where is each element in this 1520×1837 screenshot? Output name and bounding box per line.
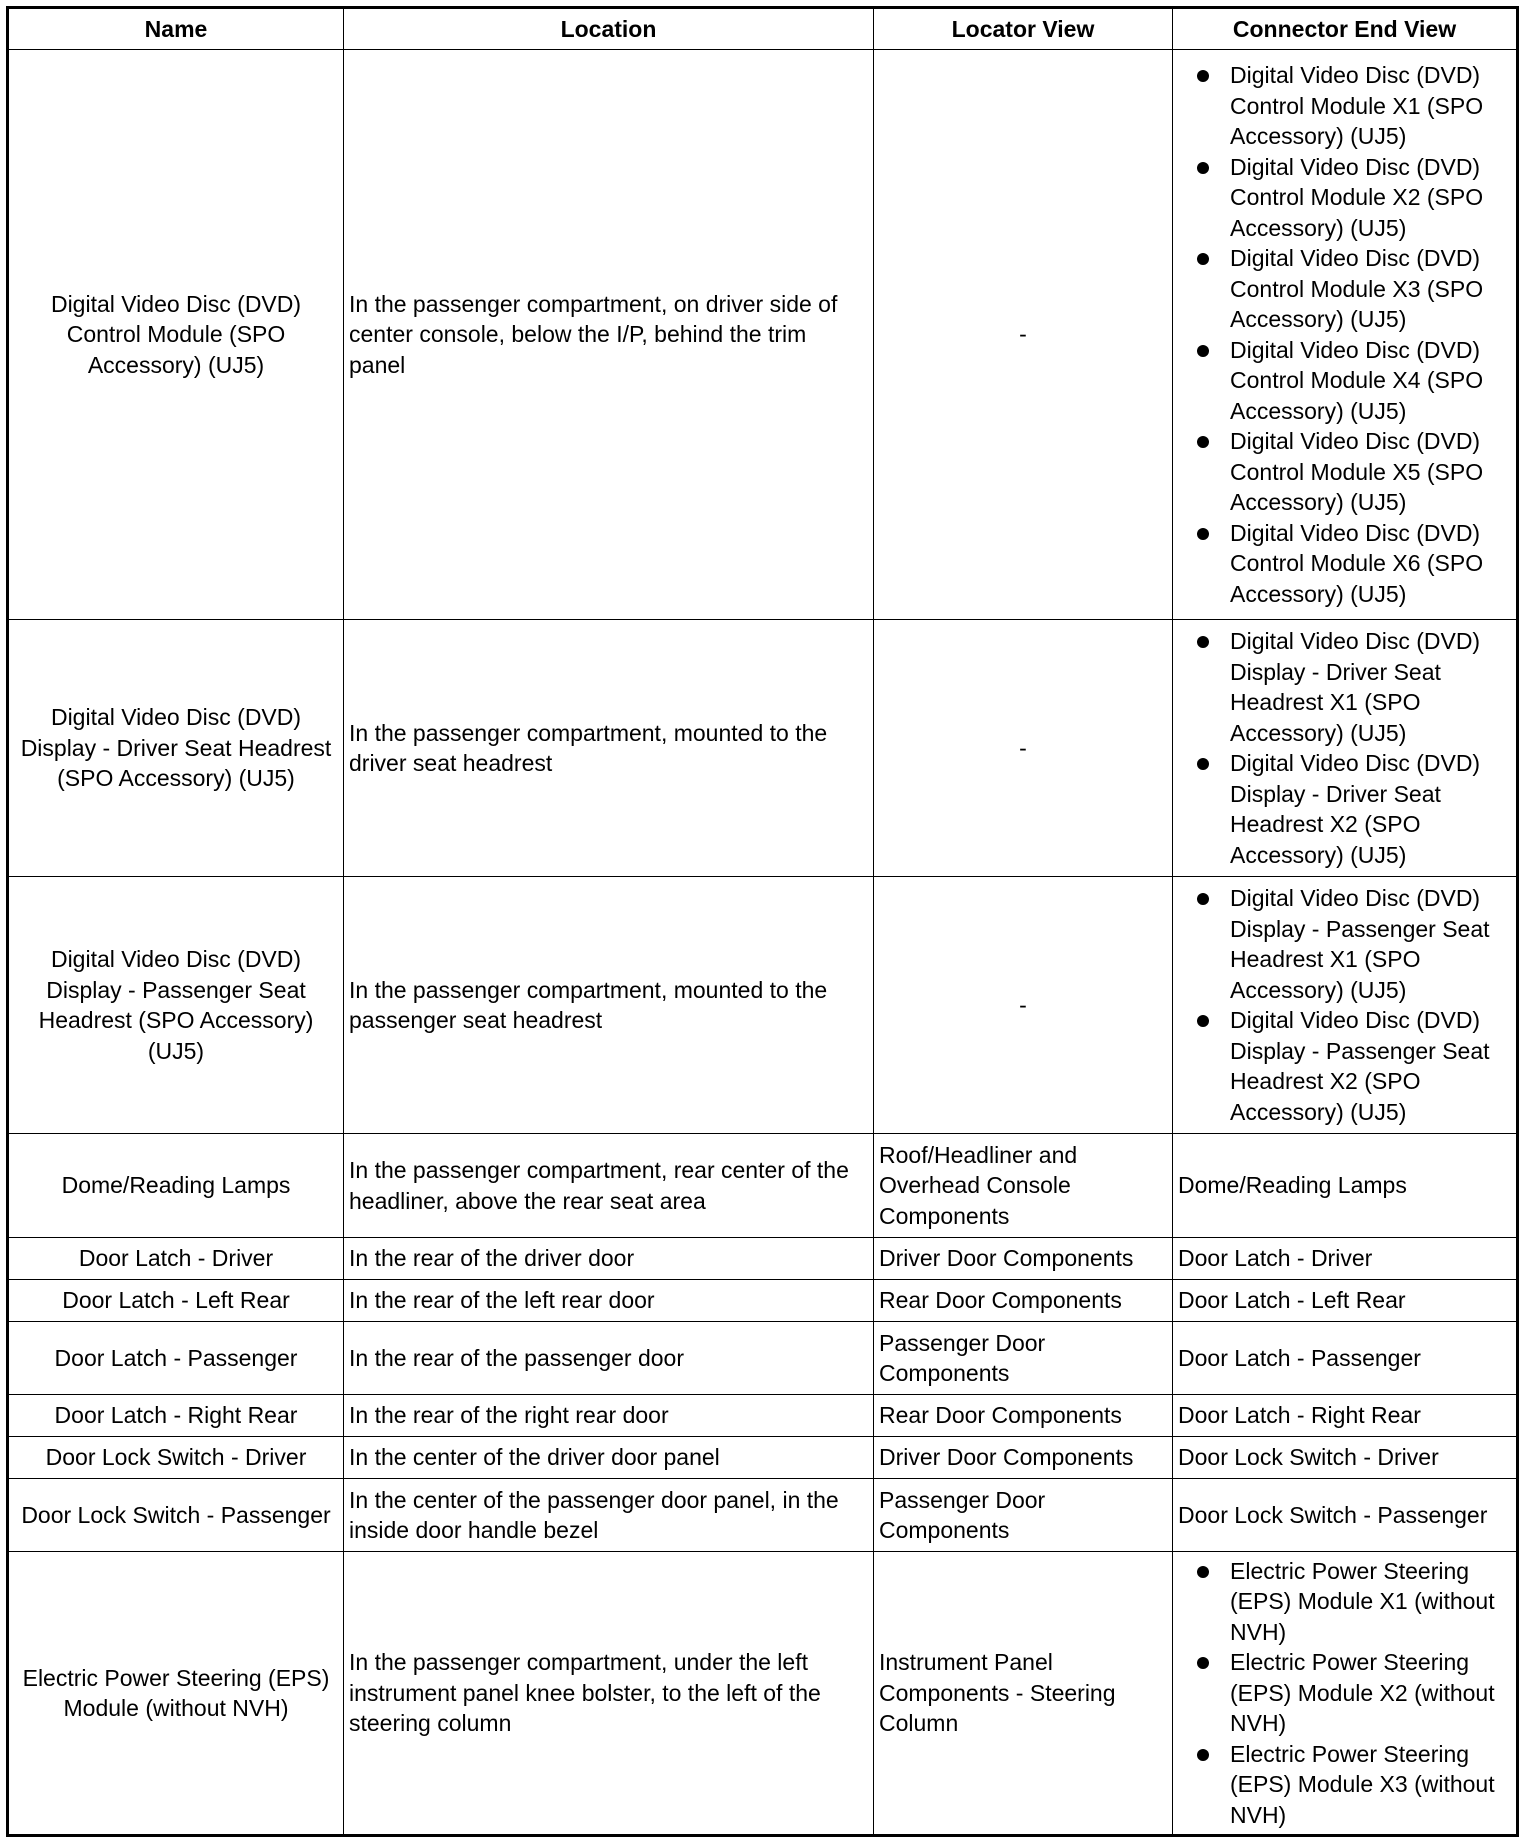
connector-list-item: Digital Video Disc (DVD) Control Module X5 (SPO Accessory) (UJ5) [1230, 426, 1511, 518]
table-row [8, 1395, 1518, 1437]
locator-view-cell: Passenger Door Components [874, 1322, 1173, 1395]
connector-list [1178, 626, 1511, 870]
locator-view-cell: Driver Door Components [874, 1437, 1173, 1479]
connector-list-item: Digital Video Disc (DVD) Display - Passenger Seat Headrest X1 (SPO Accessory) (UJ5) [1230, 883, 1511, 1005]
connector-list-item: Electric Power Steering (EPS) Module X3 (without NVH) [1230, 1739, 1511, 1831]
table-row [8, 620, 1518, 877]
location-cell: In the center of the driver door panel [344, 1437, 874, 1479]
connector-end-view-cell: Door Latch - Passenger [1173, 1322, 1518, 1395]
table-row [8, 1134, 1518, 1238]
name-cell: Digital Video Disc (DVD) Display - Passenger Seat Headrest (SPO Accessory) (UJ5) [8, 877, 344, 1134]
connector-list-item: Digital Video Disc (DVD) Control Module X4 (SPO Accessory) (UJ5) [1230, 335, 1511, 427]
locator-view-cell: - [874, 50, 1173, 620]
connector-end-view-cell [1173, 50, 1518, 620]
location-cell: In the passenger compartment, on driver side of center console, below the I/P, behind the trim panel [344, 50, 874, 620]
connector-end-view-cell: Door Latch - Right Rear [1173, 1395, 1518, 1437]
locator-view-cell: Instrument Panel Components - Steering Column [874, 1552, 1173, 1836]
connector-list-item: Electric Power Steering (EPS) Module X2 (without NVH) [1230, 1647, 1511, 1739]
name-cell: Door Latch - Passenger [8, 1322, 344, 1395]
name-cell: Door Latch - Driver [8, 1238, 344, 1280]
connector-list [1178, 1556, 1511, 1831]
connector-end-view-cell [1173, 1552, 1518, 1836]
name-cell: Door Lock Switch - Driver [8, 1437, 344, 1479]
table-row [8, 1479, 1518, 1552]
connector-list-item: Digital Video Disc (DVD) Control Module X3 (SPO Accessory) (UJ5) [1230, 243, 1511, 335]
column-header: Location [344, 8, 874, 50]
column-header: Connector End View [1173, 8, 1518, 50]
column-header: Locator View [874, 8, 1173, 50]
name-cell: Door Lock Switch - Passenger [8, 1479, 344, 1552]
table-row [8, 1322, 1518, 1395]
location-cell: In the center of the passenger door panel, in the inside door handle bezel [344, 1479, 874, 1552]
connector-list-item: Digital Video Disc (DVD) Control Module X6 (SPO Accessory) (UJ5) [1230, 518, 1511, 610]
name-cell: Door Latch - Left Rear [8, 1280, 344, 1322]
table-row [8, 1280, 1518, 1322]
table-row [8, 1437, 1518, 1479]
table-row [8, 877, 1518, 1134]
locator-view-cell: Rear Door Components [874, 1280, 1173, 1322]
connector-end-view-cell [1173, 620, 1518, 877]
column-header: Name [8, 8, 344, 50]
connector-end-view-cell [1173, 877, 1518, 1134]
connector-list-item: Digital Video Disc (DVD) Control Module X1 (SPO Accessory) (UJ5) [1230, 60, 1511, 152]
connector-list [1178, 883, 1511, 1127]
connector-list [1178, 60, 1511, 609]
connector-list-item: Digital Video Disc (DVD) Display - Driver Seat Headrest X2 (SPO Accessory) (UJ5) [1230, 748, 1511, 870]
location-cell: In the rear of the left rear door [344, 1280, 874, 1322]
name-cell: Dome/Reading Lamps [8, 1134, 344, 1238]
connector-list-item: Electric Power Steering (EPS) Module X1 (without NVH) [1230, 1556, 1511, 1648]
connector-list-item: Digital Video Disc (DVD) Display - Passenger Seat Headrest X2 (SPO Accessory) (UJ5) [1230, 1005, 1511, 1127]
connector-end-view-cell: Dome/Reading Lamps [1173, 1134, 1518, 1238]
location-cell: In the passenger compartment, under the left instrument panel knee bolster, to the left of the steering column [344, 1552, 874, 1836]
connector-list-item: Digital Video Disc (DVD) Display - Driver Seat Headrest X1 (SPO Accessory) (UJ5) [1230, 626, 1511, 748]
connector-list-item: Digital Video Disc (DVD) Control Module X2 (SPO Accessory) (UJ5) [1230, 152, 1511, 244]
locator-view-cell: - [874, 620, 1173, 877]
table-row [8, 1552, 1518, 1836]
name-cell: Electric Power Steering (EPS) Module (without NVH) [8, 1552, 344, 1836]
connector-end-view-cell: Door Latch - Driver [1173, 1238, 1518, 1280]
name-cell: Digital Video Disc (DVD) Control Module (SPO Accessory) (UJ5) [8, 50, 344, 620]
locator-view-cell: Driver Door Components [874, 1238, 1173, 1280]
location-cell: In the passenger compartment, mounted to the driver seat headrest [344, 620, 874, 877]
location-cell: In the rear of the right rear door [344, 1395, 874, 1437]
name-cell: Digital Video Disc (DVD) Display - Driver Seat Headrest (SPO Accessory) (UJ5) [8, 620, 344, 877]
locator-view-cell: Rear Door Components [874, 1395, 1173, 1437]
connector-end-view-cell: Door Lock Switch - Passenger [1173, 1479, 1518, 1552]
connector-end-view-cell: Door Lock Switch - Driver [1173, 1437, 1518, 1479]
connector-end-view-cell: Door Latch - Left Rear [1173, 1280, 1518, 1322]
header-row [8, 8, 1518, 50]
locator-view-cell: Passenger Door Components [874, 1479, 1173, 1552]
name-cell: Door Latch - Right Rear [8, 1395, 344, 1437]
location-cell: In the passenger compartment, rear center of the headliner, above the rear seat area [344, 1134, 874, 1238]
location-cell: In the rear of the driver door [344, 1238, 874, 1280]
location-cell: In the passenger compartment, mounted to the passenger seat headrest [344, 877, 874, 1134]
locator-view-cell: - [874, 877, 1173, 1134]
table-row [8, 1238, 1518, 1280]
location-cell: In the rear of the passenger door [344, 1322, 874, 1395]
locator-view-cell: Roof/Headliner and Overhead Console Components [874, 1134, 1173, 1238]
table-row [8, 50, 1518, 620]
component-locator-table [6, 6, 1519, 1837]
